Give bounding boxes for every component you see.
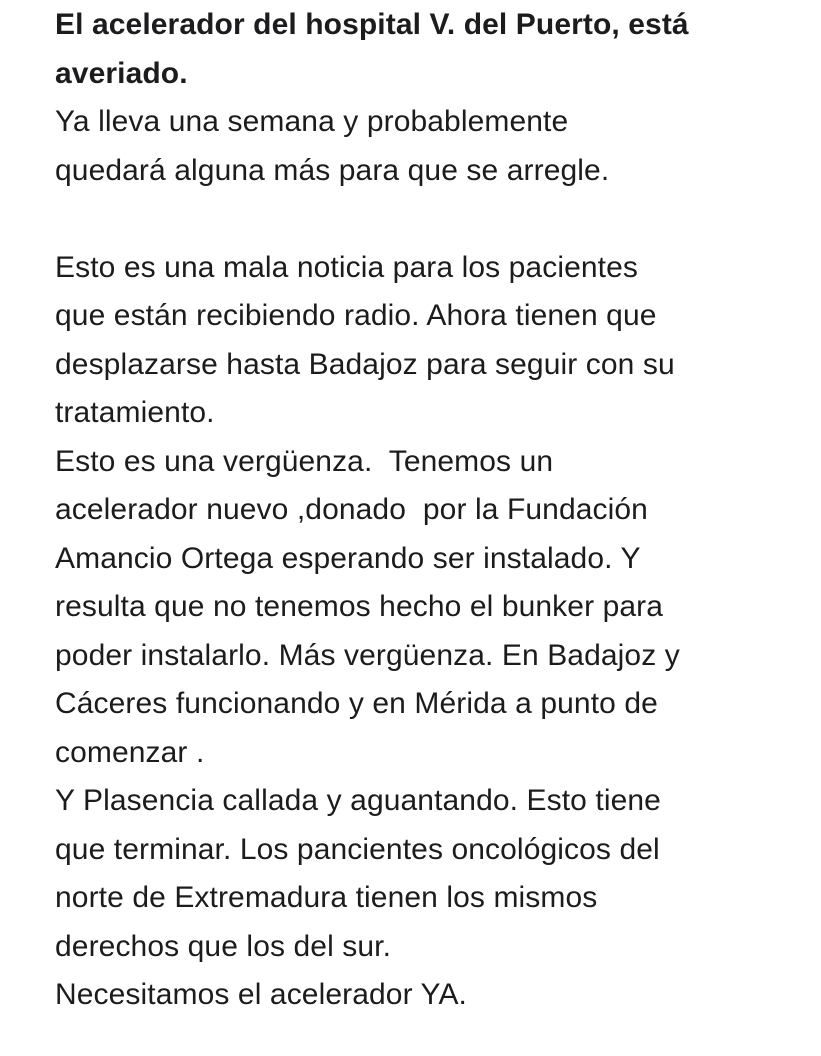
note-paragraph <box>55 244 795 1020</box>
note-title-line: El acelerador del hospital V. del Puerto, está <box>55 8 689 41</box>
note-title-line: averiado. <box>55 56 188 90</box>
note-text-line: Amancio Ortega esperando ser instalado. Y <box>55 541 641 575</box>
note-text-line: desplazarse hasta Badajoz para seguir con su <box>55 347 675 381</box>
blank-line <box>55 195 795 244</box>
note-text-line: tratamiento. <box>55 396 215 429</box>
note-title <box>55 1 795 98</box>
note-body[interactable] <box>55 1 795 1020</box>
note-text-line: Y Plasencia callada y aguantando. Esto tiene <box>55 784 661 817</box>
note-text-line: que terminar. Los pancientes oncológicos del <box>55 832 660 866</box>
note-text-line: comenzar . <box>55 735 205 769</box>
note-text-line: Esto es una mala noticia para los pacientes <box>55 250 638 284</box>
note-text-line: resulta que no tenemos hecho el bunker para <box>55 590 664 623</box>
note-text-line: quedará alguna más para que se arregle. <box>55 153 610 187</box>
note-text-line: poder instalarlo. Más vergüenza. En Badajoz y <box>55 638 680 672</box>
note-text-line: acelerador nuevo ,donado por la Fundación <box>55 493 648 526</box>
note-text-line: Ya lleva una semana y probablemente <box>55 105 569 138</box>
note-text-line: norte de Extremadura tienen los mismos <box>55 881 598 914</box>
note-paragraph <box>55 98 795 195</box>
note-text-line: Cáceres funcionando y en Mérida a punto de <box>55 687 658 720</box>
note-text-line: que están recibiendo radio. Ahora tienen que <box>55 299 657 332</box>
note-text-line: derechos que los del sur. <box>55 929 392 963</box>
note-text-line: Esto es una vergüenza. Tenemos un <box>55 444 554 478</box>
note-text-line: Necesitamos el acelerador YA. <box>55 978 467 1011</box>
